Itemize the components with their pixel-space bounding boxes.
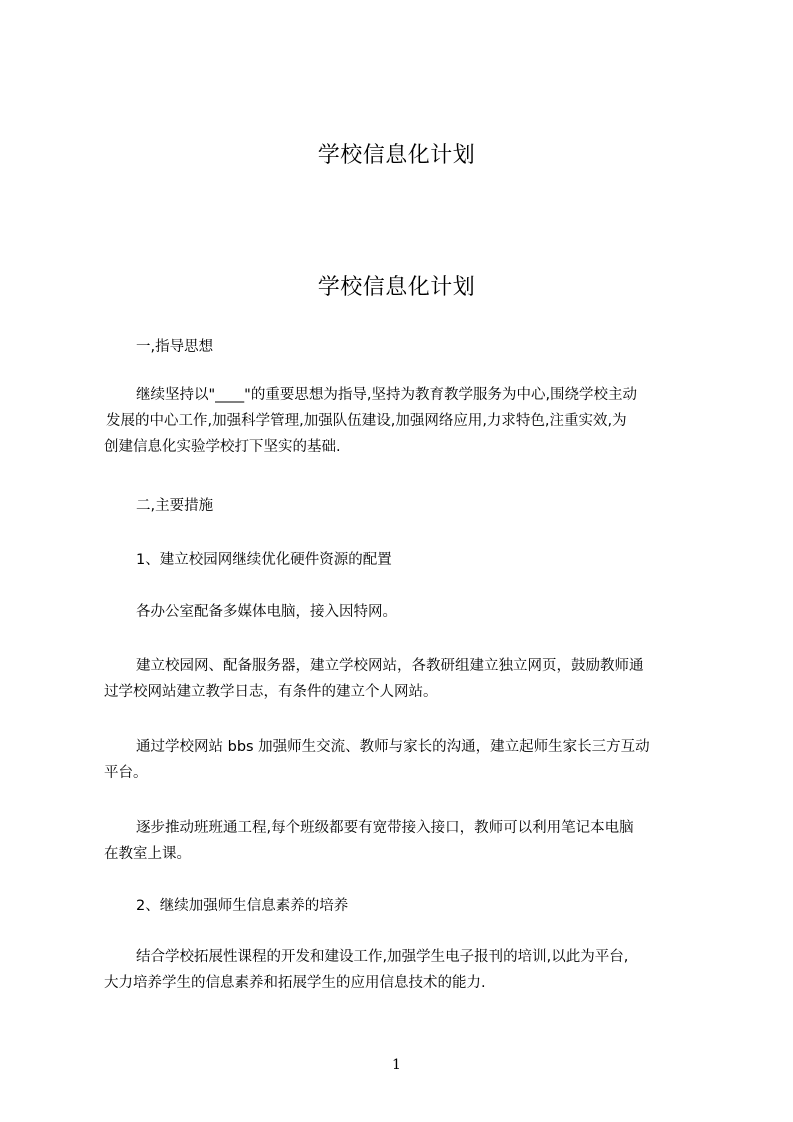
document-title-top: 学校信息化计划 (317, 143, 476, 168)
paragraph-line: 大力培养学生的信息素养和拓展学生的应用信息技术的能力. (104, 975, 486, 991)
item-heading-campus-network: 1、建立校园网继续优化硬件资源的配置 (136, 552, 392, 568)
paragraph-extended-courses (104, 944, 704, 996)
page-number: 1 (392, 1057, 401, 1073)
paragraph-class-broadband (104, 815, 704, 867)
paragraph-line: 在教室上课。 (104, 846, 191, 862)
paragraph-line: 过学校网站建立教学日志，有条件的建立个人网站。 (104, 684, 438, 700)
item-heading-information-literacy: 2、继续加强师生信息素养的培养 (136, 898, 349, 914)
paragraph-guiding-ideology (104, 382, 704, 460)
paragraph-bbs-communication (104, 734, 704, 786)
document-title-main: 学校信息化计划 (317, 275, 476, 300)
paragraph-line: 结合学校拓展性课程的开发和建设工作,加强学生电子报刊的培训,以此为平台, (136, 949, 629, 965)
paragraph-school-website (104, 653, 704, 705)
paragraph-line: 通过学校网站 bbs 加强师生交流、教师与家长的沟通，建立起师生家长三方互动 (136, 739, 650, 755)
paragraph-line: 建立校园网、配备服务器，建立学校网站，各教研组建立独立网页，鼓励教师通 (136, 658, 644, 674)
paragraph-line: 创建信息化实验学校打下坚实的基础. (104, 439, 341, 455)
section-heading-main-measures: 二,主要措施 (136, 498, 214, 514)
paragraph-office-computers: 各办公室配备多媒体电脑，接入因特网。 (136, 604, 397, 620)
section-heading-guiding-ideology: 一,指导思想 (136, 339, 214, 355)
paragraph-line: 发展的中心工作,加强科学管理,加强队伍建设,加强网络应用,力求特色,注重实效,为 (106, 413, 627, 429)
paragraph-line: 继续坚持以"____"的重要思想为指导,坚持为教育教学服务为中心,围绕学校主动 (136, 387, 638, 403)
paragraph-line: 平台。 (104, 765, 148, 781)
paragraph-line: 逐步推动班班通工程,每个班级都要有宽带接入接口，教师可以利用笔记本电脑 (136, 820, 634, 836)
